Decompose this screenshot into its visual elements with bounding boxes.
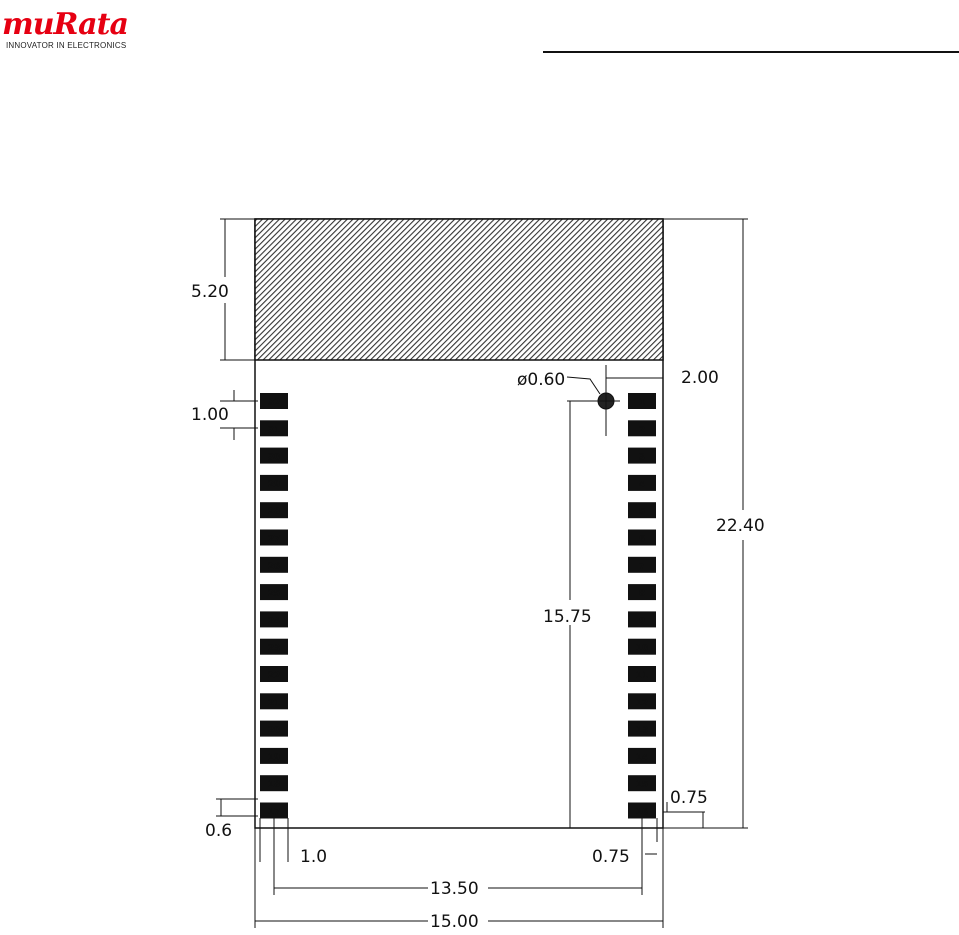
pad <box>628 393 656 409</box>
pad <box>260 666 288 682</box>
pad <box>260 584 288 600</box>
pad <box>260 475 288 491</box>
pad-number: 22 <box>267 671 281 681</box>
pad-number: 24 <box>267 616 281 627</box>
pad <box>628 448 656 464</box>
pad-number: 15 <box>635 780 649 791</box>
pad <box>260 803 288 819</box>
pad-number: 26 <box>267 561 281 572</box>
pad <box>260 611 288 627</box>
pad-number: 7 <box>638 561 646 572</box>
dim-label-pad-offset-right: 0.75 <box>670 788 708 808</box>
pad-number: 8 <box>638 589 646 600</box>
pad-number: 12 <box>635 698 649 709</box>
pad-number: 18 <box>267 780 281 791</box>
keepout-area <box>255 219 663 360</box>
pad <box>260 748 288 764</box>
pad <box>260 448 288 464</box>
dim-hole-to-bottom <box>543 401 592 828</box>
pad <box>260 775 288 791</box>
pad <box>260 693 288 709</box>
pad-number: 23 <box>267 643 281 654</box>
dim-label-pitch: 1.00 <box>191 405 229 425</box>
pad <box>628 775 656 791</box>
pad-number: 28 <box>267 507 281 518</box>
pad <box>628 748 656 764</box>
dim-pad-width <box>260 818 327 867</box>
pad-number: 27 <box>267 534 281 545</box>
dim-label-keepout: 5.20 <box>191 282 229 302</box>
pad-number: 11 <box>635 671 649 681</box>
dim-label-pad-span: 13.50 <box>430 879 479 899</box>
pad-number: 30 <box>267 452 281 463</box>
pad <box>628 530 656 546</box>
pad <box>260 420 288 436</box>
dim-label-pad-offset-left: 0.6 <box>205 821 233 841</box>
logo-tagline: INNOVATOR IN ELECTRONICS <box>6 41 127 50</box>
logo-wordmark: muRata <box>2 7 128 42</box>
pad-number: 5 <box>638 507 646 518</box>
pads-group <box>260 393 656 819</box>
pad <box>628 475 656 491</box>
pad-number: 21 <box>267 698 281 709</box>
pad-number: 1 <box>638 398 646 408</box>
pad <box>628 420 656 436</box>
dim-label-total-height: 22.40 <box>716 516 765 536</box>
pad-number: 6 <box>638 534 646 545</box>
dim-label-hole: ø0.60 <box>517 370 566 390</box>
pad-number: 25 <box>267 589 281 600</box>
pad-number: 9 <box>638 616 646 627</box>
pad-number: 14 <box>635 752 649 763</box>
pad <box>628 721 656 737</box>
pad-number: 32 <box>267 398 281 408</box>
pad-number: 2 <box>638 425 646 436</box>
dim-label-hole-offset: 2.00 <box>681 368 719 388</box>
pad-number: 3 <box>638 452 646 463</box>
pad <box>260 530 288 546</box>
dim-pad-span <box>274 818 642 899</box>
pad-number: 10 <box>635 643 649 654</box>
dim-label-pad-edge-offset: 0.75 <box>592 847 630 867</box>
dim-label-hole-to-bottom: 15.75 <box>543 607 592 627</box>
pad-number: 31 <box>267 425 281 436</box>
pad <box>260 721 288 737</box>
pad <box>628 557 656 573</box>
pad-number: 19 <box>267 752 281 763</box>
dim-pad-offset-right <box>663 788 708 828</box>
pad-number: 4 <box>638 479 646 490</box>
pad <box>628 666 656 682</box>
pad <box>628 502 656 518</box>
dim-pad-offset-left <box>205 799 258 841</box>
dim-keepout-height <box>191 219 255 360</box>
dim-pitch <box>191 390 258 440</box>
pad <box>628 639 656 655</box>
pad-number: 13 <box>635 725 649 736</box>
pad <box>628 584 656 600</box>
pad <box>628 693 656 709</box>
pad <box>260 393 288 409</box>
dim-label-pad-width: 1.0 <box>300 847 328 867</box>
alignment-hole <box>517 370 620 436</box>
dim-total-height <box>663 219 765 828</box>
pad <box>260 502 288 518</box>
pad <box>628 803 656 819</box>
dim-pad-edge-offset <box>592 818 657 867</box>
pad <box>628 611 656 627</box>
pad <box>260 639 288 655</box>
pad-number: 29 <box>267 479 281 490</box>
pad <box>260 557 288 573</box>
pad-number: 16 <box>635 807 649 818</box>
pad-number: 17 <box>267 807 281 818</box>
pad-number: 20 <box>267 725 281 736</box>
dim-label-total-width: 15.00 <box>430 912 479 932</box>
